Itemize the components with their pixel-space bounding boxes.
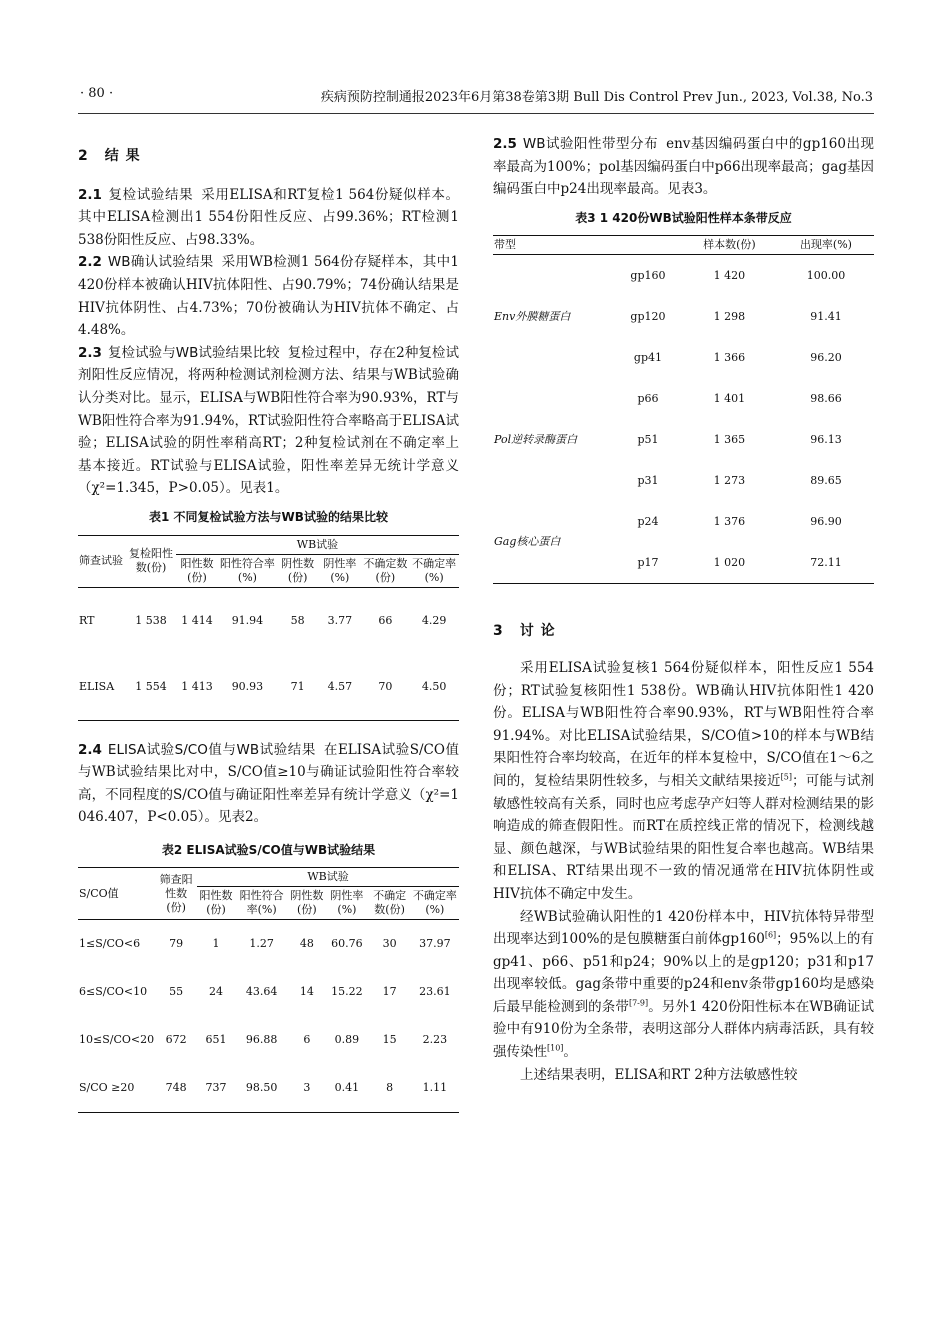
table-header: 阳性数(份) [197, 887, 235, 920]
table-header: 不确定数(份) [361, 554, 409, 587]
section-2-heading: 2 结 果 [78, 148, 141, 164]
table-2 [78, 867, 459, 1113]
section-3-heading: 3 讨 论 [493, 623, 556, 640]
table-header: 样本数(份) [681, 236, 778, 255]
discussion-paragraph-2: 经WB试验确认阳性的1 420份样本中，HIV抗体特异带型出现率达到100%的是包膜糖蛋白前体gp160[6]；95%以上的有gp41、p66、p51和p24；90%以上的是gp120；p31和p17出现率较低。gag条带中重要的p24和env条带gp160均是感染后最早能检测到的条带[7-9]。另外1 420份阳性标本在WB确证试验中有910份为全条带，表明这部分人群体内病毒活跃，具有较强传染性[10]。 [493, 908, 874, 1061]
table-header: 筛查阳性数(份) [155, 868, 197, 920]
section-2-1: 2.1 复检试验结果 采用ELISA和RT复检1 564份疑似样本。其中ELISA检测出1 554份阳性反应、占99.36%；RT检测1 538份阳性反应、占98.33%。 [78, 186, 459, 248]
right-column [493, 133, 874, 1086]
table-row: Gag核心蛋白 p24 1 376 96.90 [493, 501, 874, 542]
table-row: p17 1 020 72.11 [637, 555, 842, 569]
table-header: 阴性数(份) [288, 887, 325, 920]
table-header: 出现率(%) [778, 236, 874, 255]
table-row: RT 1 538 1 414 91.94 58 3.77 66 4.29 [79, 613, 447, 627]
table-header: 筛查试验 [78, 535, 126, 587]
table-row: 6≤S/CO<10 55 24 43.64 14 15.22 17 23.61 [79, 985, 451, 999]
page-number: · 80 · [80, 86, 114, 101]
table-group-header: WB试验 [197, 868, 459, 887]
table-3 [493, 235, 874, 584]
table-row: p31 1 273 89.65 [637, 473, 842, 487]
table-row: gp120 1 298 91.41 [630, 309, 842, 323]
table-row: 10≤S/CO<20 672 651 96.88 6 0.89 15 2.23 [79, 1033, 448, 1047]
table-row: p51 1 365 96.13 [637, 432, 842, 446]
table-1-caption: 表1 不同复检试验方法与WB试验的结果比较 [149, 509, 388, 524]
table-row: ELISA 1 554 1 413 90.93 71 4.57 70 4.50 [79, 679, 447, 693]
table-header: 阴性率(%) [318, 554, 361, 587]
table-header: 阳性符合率(%) [218, 554, 277, 587]
table-row: S/CO ≥20 748 737 98.50 3 0.41 8 1.11 [79, 1081, 448, 1095]
table-header: 阴性率(%) [325, 887, 368, 920]
table-header: 阴性数(份) [277, 554, 318, 587]
band-group-gag: Gag核心蛋白 [494, 535, 561, 549]
band-group-pol: Pol逆转录酶蛋白 [494, 432, 578, 446]
discussion-paragraph-3: 上述结果表明，ELISA和RT 2种方法敏感性较 [520, 1066, 798, 1083]
header-rule [78, 113, 874, 114]
table-header: 带型 [493, 236, 681, 255]
section-2-3: 2.3 复检试验与WB试验结果比较 复检过程中，存在2种复检试剂阳性反应情况，将两种检测试剂检测方法、结果与WB试验确认分类对比。显示，ELISA与WB阳性符合率为90.93%，RT与WB阳性符合率为91.94%，RT试验阳性符合率略高于ELISA试验；ELISA试验的阴性率稍高RT；2种复检试剂在不确定率上基本接近。RT试验与ELISA试验，阳性率差异无统计学意义（χ²=1.345，P>0.05）。见表1。 [78, 344, 459, 497]
left-column [78, 133, 459, 1113]
table-header: 不确定率(%) [409, 554, 459, 587]
table-row: Pol逆转录酶蛋白 p66 1 401 98.66 [493, 378, 874, 419]
section-2-5: 2.5 WB试验阳性带型分布 env基因编码蛋白中的gp160出现率最高为100%；pol基因编码蛋白中p66出现率最高；gag基因编码蛋白中p24出现率最高。见表3。 [493, 136, 874, 198]
section-2-2: 2.2 WB确认试验结果 采用WB检测1 564份存疑样本，其中1 420份样本被确认HIV抗体阳性、占90.79%；74份确认结果是HIV抗体阴性、占4.73%；70份被确认为HIV抗体不确定、占4.48%。 [78, 254, 459, 339]
table-header: 不确定数(份) [368, 887, 410, 920]
band-group-env: Env外膜糖蛋白 [494, 309, 571, 323]
table-header: 不确定率(%) [411, 887, 459, 920]
table-header: 阳性符合率(%) [235, 887, 288, 920]
discussion-paragraph-1: 采用ELISA试验复核1 564份疑似样本，阳性反应1 554份；RT试验复核阳性1 538份。WB确认HIV抗体阳性1 420份。ELISA与WB阳性符合率90.93%，RT与WB阳性符合率91.94%。对比ELISA试验结果，S/CO值>10的样本与WB结果阳性符合率均较高，在近年的样本复检中，S/CO值在1～6之间的，复检结果阴性较多，与相关文献结果接近[5]；可能与试剂敏感性较高有关系，同时也应考虑孕产妇等人群对检测结果的影响造成的筛查假阳性。而RT在质控线正常的情况下，检测线越显、颜色越深，与WB试验结果的阳性复合率也越高。WB结果和ELISA、RT结果出现不一致的情况通常在HIV抗体阴性或HIV抗体不确定中发生。 [493, 659, 875, 902]
table-row: Env外膜糖蛋白 gp160 1 420 100.00 [493, 255, 874, 297]
table-row: 1≤S/CO<6 79 1 1.27 48 60.76 30 37.97 [79, 937, 451, 951]
table-3-caption: 表3 1 420份WB试验阳性样本条带反应 [575, 210, 792, 225]
table-header: 复检阳性数(份) [126, 535, 176, 587]
section-2-4: 2.4 ELISA试验S/CO值与WB试验结果 在ELISA试验S/CO值与WB试验结果比对中，S/CO值≥10与确证试验阳性符合率较高，不同程度的S/CO值与确证阳性率差异有统计学意义（χ²=1 046.407，P<0.05）。见表2。 [78, 741, 460, 826]
table-group-header: WB试验 [176, 535, 459, 554]
table-header: S/CO值 [78, 868, 155, 920]
table-row: gp41 1 366 96.20 [633, 350, 842, 364]
table-header: 阳性数(份) [176, 554, 218, 587]
table-2-caption: 表2 ELISA试验S/CO值与WB试验结果 [161, 842, 376, 857]
running-header: 疾病预防控制通报2023年6月第38卷第3期 Bull Dis Control Prev Jun., 2023, Vol.38, No.3 [320, 90, 873, 105]
table-1 [78, 535, 459, 721]
